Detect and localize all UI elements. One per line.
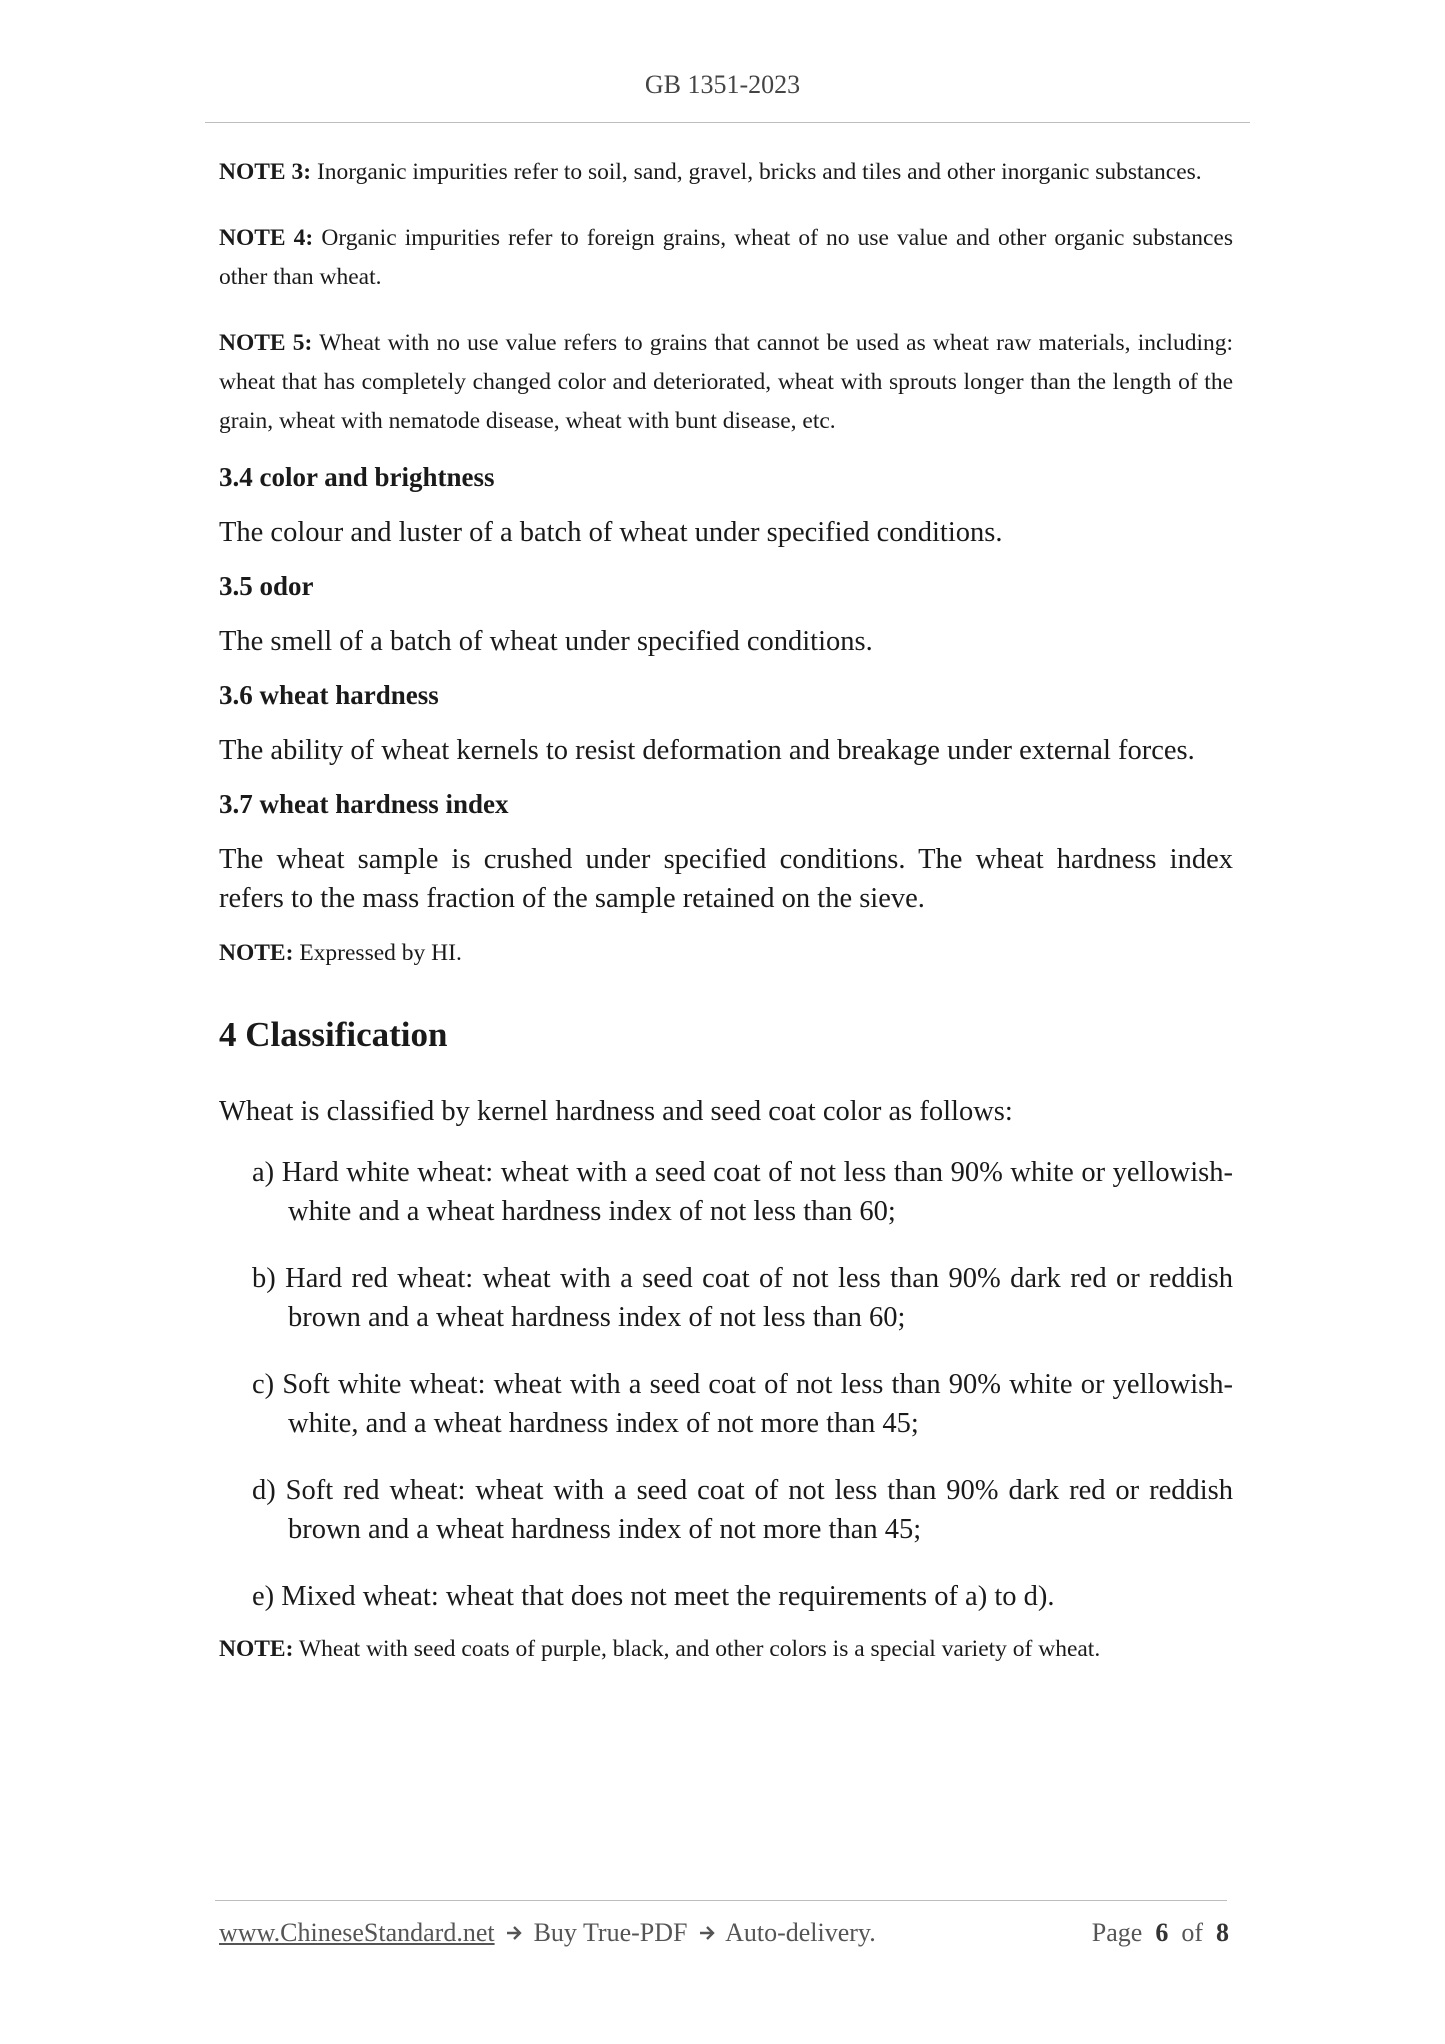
footer-links bbox=[219, 1918, 876, 1948]
note-3 bbox=[219, 153, 1233, 192]
section-heading-3-7: 3.7 wheat hardness index bbox=[219, 789, 509, 819]
classification-item-b: b) Hard red wheat: wheat with a seed coat of not less than 90% dark red or reddish brown and a wheat hardness index of not less than 60; bbox=[252, 1263, 1233, 1333]
classification-item-e: e) Mixed wheat: wheat that does not meet the requirements of a) to d). bbox=[252, 1581, 1055, 1612]
note-text: Organic impurities refer to foreign grains, wheat of no use value and other organic substances other than wheat. bbox=[219, 225, 1234, 290]
section-heading-4: 4 Classification bbox=[219, 1015, 448, 1054]
buy-true-pdf-text: Buy True-PDF bbox=[533, 1918, 688, 1947]
section-text-3-5: The smell of a batch of wheat under specified conditions. bbox=[219, 626, 873, 657]
note-4 bbox=[219, 219, 1233, 297]
site-link[interactable]: www.ChineseStandard.net bbox=[219, 1918, 495, 1947]
page-header: GB 1351-2023 bbox=[644, 70, 801, 99]
classification-note bbox=[219, 1630, 1233, 1669]
arrow-right-icon bbox=[698, 1924, 716, 1942]
header-divider bbox=[205, 122, 1250, 123]
classification-item-a: a) Hard white wheat: wheat with a seed coat of not less than 90% white or yellowish-white and a wheat hardness index of not less than 60; bbox=[252, 1157, 1233, 1227]
note-text: Wheat with seed coats of purple, black, and other colors is a special variety of wheat. bbox=[298, 1636, 1101, 1662]
note-label: NOTE 4: bbox=[219, 225, 314, 251]
page-content bbox=[219, 153, 1233, 1696]
section-heading-3-6: 3.6 wheat hardness bbox=[219, 680, 439, 710]
section-heading-3-4: 3.4 color and brightness bbox=[219, 462, 495, 492]
note-5 bbox=[219, 324, 1233, 441]
note-text: Expressed by HI. bbox=[299, 940, 462, 966]
current-page: 6 bbox=[1155, 1918, 1169, 1947]
footer-divider bbox=[215, 1900, 1227, 1901]
arrow-right-icon bbox=[505, 1924, 523, 1942]
note-text: Inorganic impurities refer to soil, sand, gravel, bricks and tiles and other inorganic substances. bbox=[316, 159, 1202, 185]
section-text-3-7: The wheat sample is crushed under specified conditions. The wheat hardness index refers to the mass fraction of the sample retained on the sieve. bbox=[219, 844, 1233, 914]
page-word: Page bbox=[1091, 1918, 1143, 1947]
note-label: NOTE 3: bbox=[219, 159, 312, 185]
auto-delivery-text: Auto-delivery. bbox=[725, 1918, 876, 1947]
section-text-3-4: The colour and luster of a batch of wheat under specified conditions. bbox=[219, 517, 1003, 548]
classification-intro: Wheat is classified by kernel hardness and seed coat color as follows: bbox=[219, 1096, 1013, 1127]
note-label: NOTE 5: bbox=[219, 330, 313, 356]
total-pages: 8 bbox=[1216, 1918, 1229, 1947]
page-number bbox=[1092, 1918, 1229, 1948]
note-text: Wheat with no use value refers to grains that cannot be used as wheat raw materials, including: wheat that has completely changed color and deteriorated, wheat with sprouts longer than the length of the grain, wheat with nematode disease, wheat with bunt disease, etc. bbox=[219, 330, 1234, 434]
classification-item-d: d) Soft red wheat: wheat with a seed coat of not less than 90% dark red or reddish brown and a wheat hardness index of not more than 45; bbox=[252, 1475, 1233, 1545]
section-heading-3-5: 3.5 odor bbox=[219, 571, 314, 601]
classification-item-c: c) Soft white wheat: wheat with a seed coat of not less than 90% white or yellowish-white, and a wheat hardness index of not more than 45; bbox=[252, 1369, 1233, 1439]
section-text-3-6: The ability of wheat kernels to resist deformation and breakage under external forces. bbox=[219, 735, 1195, 766]
note-label: NOTE: bbox=[219, 940, 294, 966]
of-word: of bbox=[1181, 1918, 1203, 1947]
note-hi bbox=[219, 934, 1233, 973]
note-label: NOTE: bbox=[219, 1636, 294, 1662]
